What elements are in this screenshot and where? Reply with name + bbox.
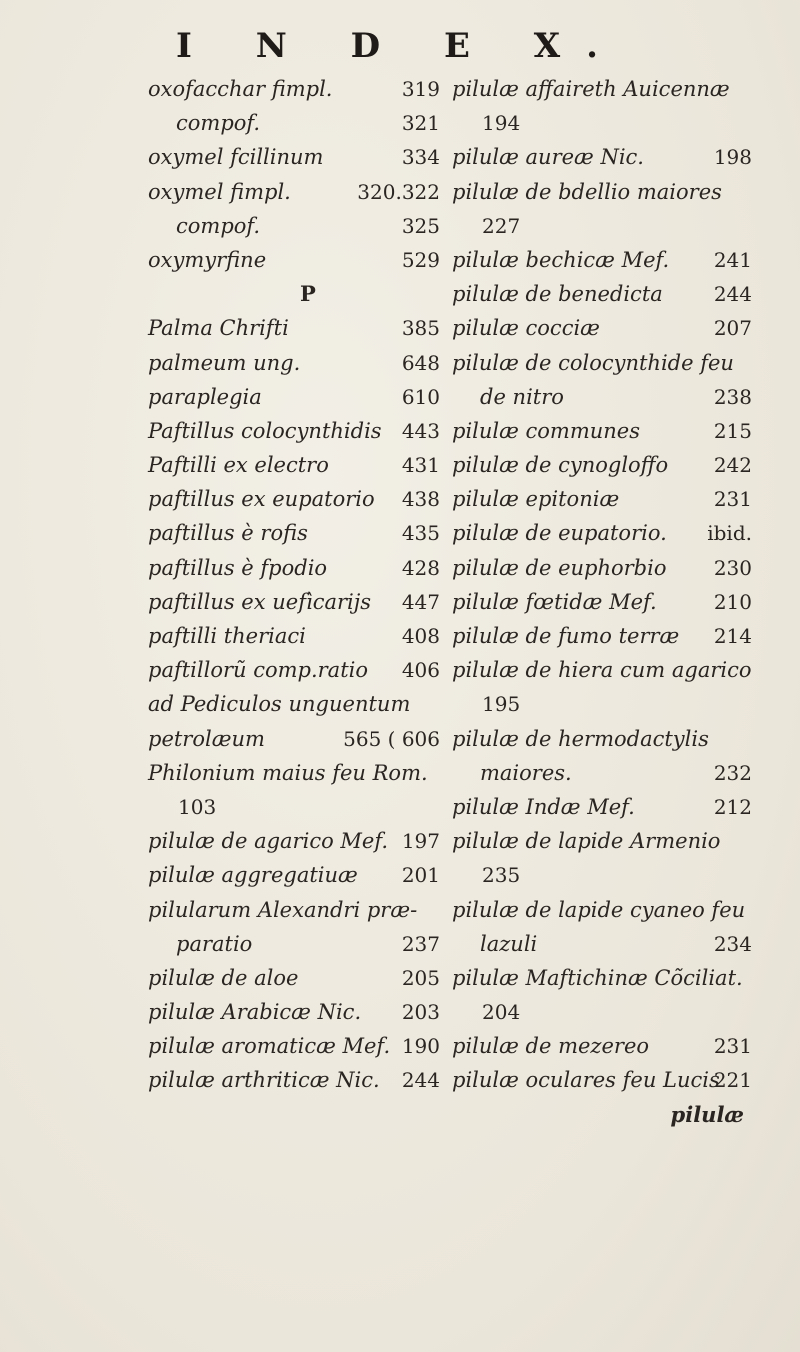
entry-term: 204 — [482, 1000, 521, 1025]
entry-term: pilulæ de benedicta — [452, 282, 663, 307]
index-entry — [452, 175, 752, 209]
index-entry — [452, 927, 752, 961]
entry-term: 195 — [482, 692, 521, 717]
entry-term: pilulæ de euphorbio — [452, 555, 667, 580]
entry-page: 325 — [401, 213, 440, 238]
index-entry — [148, 140, 440, 174]
entry-page: 319 — [401, 77, 440, 101]
index-entry — [148, 893, 440, 927]
index-entry — [452, 482, 752, 516]
index-entry — [148, 653, 440, 687]
index-entry — [148, 175, 440, 209]
entry-term: pilulæ aureæ Nic. — [452, 145, 644, 170]
index-entry — [452, 551, 752, 585]
entry-page: 221 — [713, 1068, 752, 1093]
entry-term: Paftillus colocynthidis — [148, 418, 382, 443]
index-entry — [148, 722, 440, 756]
entry-term: pilulæ Arabicæ Nic. — [148, 1000, 362, 1025]
entry-page: 428 — [401, 555, 440, 580]
entry-page: 406 — [401, 658, 440, 683]
index-entry — [148, 448, 440, 482]
entry-term: lazuli — [480, 931, 538, 956]
entry-page: 320.322 — [357, 179, 440, 204]
index-entry — [452, 790, 752, 824]
index-entry — [452, 722, 752, 756]
entry-term: paftillus è rofis — [148, 521, 308, 546]
index-entry — [148, 311, 440, 345]
entry-term: palmeum ung. — [148, 350, 301, 375]
entry-page: 334 — [401, 145, 440, 170]
entry-page: 203 — [401, 1000, 440, 1025]
index-entry — [452, 1063, 752, 1097]
entry-term: pilulæ cocciæ — [452, 316, 600, 341]
index-entry — [452, 243, 752, 277]
entry-term: pilulæ de fumo terræ — [452, 624, 680, 648]
entry-page: 438 — [401, 487, 440, 512]
entry-page: 190 — [401, 1034, 440, 1059]
index-entry — [148, 585, 440, 619]
entry-page: 232 — [713, 760, 752, 785]
entry-page: 431 — [401, 453, 440, 478]
entry-term: 235 — [482, 863, 521, 888]
entry-term: oxofacchar fimpl. — [148, 77, 333, 101]
index-entry — [452, 72, 752, 106]
entry-page: ibid. — [707, 521, 752, 546]
index-entry — [148, 72, 440, 106]
index-entry — [452, 140, 752, 174]
index-entry — [452, 653, 752, 687]
entry-term: P — [300, 281, 316, 307]
index-entry — [452, 824, 752, 858]
entry-page: 212 — [713, 794, 752, 819]
index-entry — [148, 414, 440, 448]
entry-page: 230 — [713, 555, 752, 580]
entry-term: pilulæ aggregatiuæ — [148, 863, 358, 888]
entry-page: 447 — [401, 589, 440, 614]
entry-term: pilulæ aromaticæ Mef. — [148, 1034, 391, 1059]
entry-page: 198 — [713, 145, 752, 170]
index-entry — [452, 346, 752, 380]
index-entry — [148, 1063, 440, 1097]
entry-term: pilularum Alexandri præ- — [148, 897, 418, 922]
catchword — [452, 1098, 752, 1132]
index-entry — [452, 1029, 752, 1063]
entry-term: paftilli theriaci — [148, 624, 306, 648]
index-entry — [148, 995, 440, 1029]
entry-term: pilulæ epitoniæ — [452, 487, 620, 512]
entry-term: paftillus ex eupatorio — [148, 487, 375, 512]
section-letter — [148, 277, 440, 311]
entry-term: pilulæ — [670, 1101, 744, 1127]
index-entry — [148, 209, 440, 243]
entry-page: 210 — [713, 589, 752, 614]
index-entry — [148, 551, 440, 585]
entry-term: pilulæ communes — [452, 418, 641, 443]
entry-term: pilulæ de bdellio maiores — [452, 179, 722, 204]
entry-page: 385 — [401, 316, 440, 341]
index-entry — [148, 243, 440, 277]
entry-page: 244 — [401, 1068, 440, 1093]
entry-page: 234 — [713, 931, 752, 956]
entry-term: paratio — [176, 931, 253, 956]
index-entry — [452, 277, 752, 311]
entry-term: pilulæ de lapide cyaneo feu — [452, 897, 746, 922]
index-entry — [452, 585, 752, 619]
entry-term: pilulæ Maftichinæ Cõciliat. — [452, 965, 743, 990]
entry-page: 241 — [713, 247, 752, 272]
entry-term: pilulæ de colocynthide feu — [452, 350, 734, 375]
index-entry — [452, 756, 752, 790]
entry-term: paraplegia — [148, 384, 262, 409]
entry-term: oxymel fcillinum — [148, 145, 324, 170]
entry-page: 197 — [401, 829, 440, 854]
entry-term: paftillus ex uefìcarijs — [148, 589, 372, 614]
entry-term: petrolæum — [148, 726, 265, 751]
index-entry — [148, 790, 440, 824]
entry-term: compof. — [176, 111, 261, 136]
index-entry — [148, 619, 440, 653]
entry-page: 205 — [401, 965, 440, 990]
index-entry — [148, 858, 440, 892]
entry-term: 227 — [482, 213, 521, 238]
entry-page: 435 — [401, 521, 440, 546]
index-entry — [452, 516, 752, 550]
entry-page: 237 — [401, 931, 440, 956]
index-entry — [148, 380, 440, 414]
entry-term: paftillus è fpodio — [148, 555, 328, 580]
right-column — [452, 72, 752, 1132]
index-entry — [452, 995, 752, 1029]
index-entry — [148, 516, 440, 550]
entry-page: 610 — [401, 384, 440, 409]
entry-term: pilulæ arthriticæ Nic. — [148, 1068, 380, 1093]
entry-term: pilulæ de cynogloffo — [452, 453, 669, 478]
entry-term: paftillorũ comp.ratio — [148, 658, 368, 683]
entry-term: 103 — [178, 794, 217, 819]
index-entry — [148, 687, 440, 721]
index-entry — [452, 858, 752, 892]
index-entry — [452, 619, 752, 653]
entry-term: pilulæ de mezereo — [452, 1034, 650, 1059]
entry-term: pilulæ Indæ Mef. — [452, 794, 635, 819]
index-entry — [452, 961, 752, 995]
entry-term: pilulæ de agarico Mef. — [148, 829, 389, 854]
entry-page: 238 — [713, 384, 752, 409]
entry-term: compof. — [176, 213, 261, 238]
index-entry — [452, 414, 752, 448]
entry-page: 244 — [713, 282, 752, 307]
entry-term: pilulæ de lapide Armenio — [452, 829, 721, 854]
index-entry — [148, 482, 440, 516]
index-entry — [148, 1029, 440, 1063]
left-column — [148, 72, 440, 1098]
entry-page: 242 — [713, 453, 752, 478]
entry-term: pilulæ bechicæ Mef. — [452, 247, 670, 272]
entry-page: 215 — [713, 418, 752, 443]
entry-term: pilulæ de hermodactylis — [452, 726, 709, 751]
index-entry — [148, 927, 440, 961]
entry-term: pilulæ de hiera cum agarico — [452, 658, 752, 683]
entry-page: 201 — [401, 863, 440, 888]
index-entry — [148, 824, 440, 858]
entry-term: Paftilli ex electro — [148, 453, 329, 478]
index-entry — [148, 106, 440, 140]
index-entry — [148, 961, 440, 995]
entry-page: 231 — [713, 1034, 752, 1059]
entry-page: 321 — [401, 111, 440, 136]
index-entry — [452, 106, 752, 140]
index-entry — [452, 893, 752, 927]
page-header: I N D E X. — [176, 26, 624, 66]
index-entry — [452, 380, 752, 414]
entry-term: pilulæ de aloe — [148, 965, 299, 990]
entry-term: de nitro — [480, 384, 564, 409]
entry-term: pilulæ oculares feu Lucis — [452, 1068, 720, 1093]
index-entry — [148, 756, 440, 790]
entry-page: 207 — [713, 316, 752, 341]
index-entry — [452, 311, 752, 345]
index-entry — [452, 687, 752, 721]
entry-term: oxymel fimpl. — [148, 179, 291, 204]
index-entry — [452, 448, 752, 482]
entry-term: 194 — [482, 111, 521, 136]
index-entry — [452, 209, 752, 243]
entry-page: 648 — [401, 350, 440, 375]
entry-page: 214 — [713, 624, 752, 648]
entry-page: 231 — [713, 487, 752, 512]
entry-term: pilulæ de eupatorio. — [452, 521, 667, 546]
entry-term: pilulæ affaireth Auicennæ — [452, 77, 730, 101]
entry-term: maiores. — [480, 760, 572, 785]
entry-page: 529 — [401, 247, 440, 272]
entry-term: pilulæ fœtidæ Mef. — [452, 589, 657, 614]
index-entry — [148, 346, 440, 380]
entry-term: oxymyrfine — [148, 247, 267, 272]
entry-term: Palma Chrifti — [148, 316, 289, 341]
entry-page: 443 — [401, 418, 440, 443]
entry-term: ad Pediculos unguentum — [148, 692, 411, 717]
entry-page: 408 — [401, 624, 440, 648]
entry-term: Philonium maius feu Rom. — [148, 760, 428, 785]
entry-page: 565 ( 606 — [343, 726, 440, 751]
